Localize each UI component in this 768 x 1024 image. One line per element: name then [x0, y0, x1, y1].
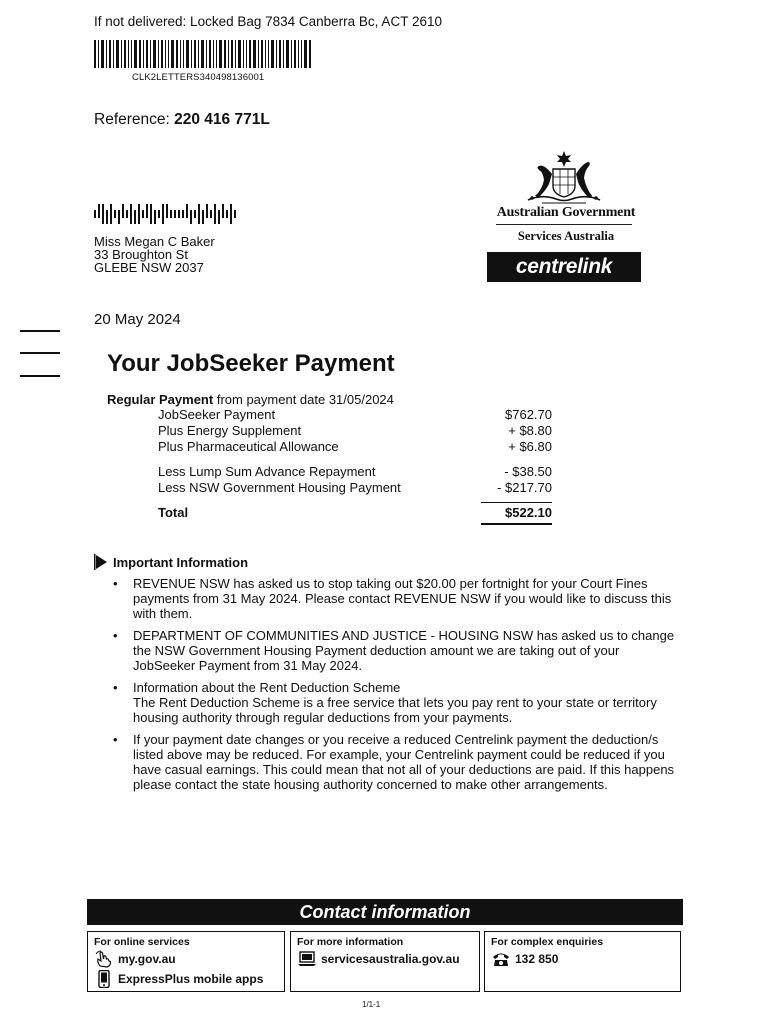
rent-scheme-detail: The Rent Deduction Scheme is a free service that lets you pay rent to your state or territory housing authority through regular deductions from your payments.	[133, 695, 657, 725]
page-number: 1/1-1	[362, 1000, 381, 1009]
logo-divider	[496, 224, 632, 225]
recipient-name: Miss Megan C Baker	[94, 234, 215, 249]
list-item: • If your payment date changes or you receive a reduced Centrelink payment the deduction/s listed above may be reduced. For example, your Centrelink payment could be reduced if you have casual earnings. This could mean that not all of your deductions are paid. If this happens please contact the state housing authority concerned to make other arrangements.	[113, 732, 675, 792]
fold-mark	[20, 375, 60, 377]
important-info-heading	[94, 554, 248, 570]
payment-row-amount: + $8.80	[508, 423, 552, 438]
laptop-icon	[297, 950, 317, 968]
payment-row	[158, 407, 552, 422]
contact-more-site[interactable]: servicesaustralia.gov.au	[321, 952, 460, 966]
telephone-icon	[491, 950, 511, 968]
recipient-suburb: GLEBE NSW 2037	[94, 260, 204, 275]
recipient-street: 33 Broughton St	[94, 247, 188, 262]
letter-title: Your JobSeeker Payment	[107, 350, 395, 377]
contact-online-site[interactable]: my.gov.au	[118, 952, 176, 966]
recipient-address	[94, 235, 215, 274]
fold-mark	[20, 352, 60, 354]
reference	[94, 111, 270, 129]
bullet-text: REVENUE NSW has asked us to stop taking out $20.00 per fortnight for your Court Fines payments from 31 May 2024. Please contact REVENUE NSW if you would like to discuss this with them.	[133, 576, 672, 621]
barcode-code: CLK2LETTERS340498136001	[132, 72, 265, 83]
reference-number: 220 416 771L	[174, 111, 270, 128]
total-amount: $522.10	[505, 505, 552, 520]
total-label: Total	[158, 505, 189, 520]
deduction-row-label: Less NSW Government Housing Payment	[158, 480, 401, 495]
deduction-row-amount: - $217.70	[497, 480, 552, 495]
important-info-list	[113, 576, 678, 799]
deduction-row-label: Less Lump Sum Advance Repayment	[158, 464, 376, 479]
contact-phone-line	[491, 950, 674, 968]
arrow-right-icon	[94, 554, 108, 570]
contact-complex-title: For complex enquiries	[491, 936, 604, 948]
mail-barcode	[94, 40, 312, 68]
payment-row-amount: + $6.80	[508, 439, 552, 454]
contact-heading: Contact information	[87, 899, 683, 925]
contact-apps-line	[94, 970, 278, 988]
total-rule	[481, 502, 552, 503]
list-item: • DEPARTMENT OF COMMUNITIES AND JUSTICE - HOUSING NSW has asked us to change the NSW Government Housing Payment deduction amount we are taking out of your JobSeeker Payment from 31 May 2024.	[113, 628, 675, 673]
contact-online-title: For online services	[94, 936, 190, 948]
payment-row-label: Plus Energy Supplement	[158, 423, 302, 438]
deduction-row	[158, 464, 552, 479]
payment-row-label: Plus Pharmaceutical Allowance	[158, 439, 339, 454]
list-item: • Information about the Rent Deduction Scheme The Rent Deduction Scheme is a free service that lets you pay rent to your state or territory housing authority through regular deductions from your payments.	[113, 680, 657, 725]
government-name: Australian Government	[496, 205, 636, 220]
agency-name: Services Australia	[517, 229, 615, 243]
reference-label: Reference:	[94, 111, 170, 128]
total-double-rule	[481, 523, 552, 525]
payment-row-label: JobSeeker Payment	[158, 407, 276, 422]
contact-complex-box	[484, 931, 681, 992]
list-item: • REVENUE NSW has asked us to stop taking out $20.00 per fortnight for your Court Fines payments from 31 May 2024. Please contact REVENUE NSW if you would like to discuss this with them.	[113, 576, 672, 621]
deduction-row	[158, 480, 552, 495]
postal-barcode	[94, 204, 239, 224]
payment-row-amount: $762.70	[505, 407, 552, 422]
mobile-phone-icon	[94, 970, 114, 988]
payment-row	[158, 439, 552, 454]
regular-payment-line	[107, 392, 394, 407]
contact-more-site-line	[297, 950, 473, 968]
coat-of-arms-icon	[522, 150, 606, 208]
return-address: If not delivered: Locked Bag 7834 Canberra Bc, ACT 2610	[94, 14, 442, 29]
contact-phone[interactable]: 132 850	[515, 952, 559, 966]
bullet-text: If your payment date changes or you receive a reduced Centrelink payment the deduction/s listed above may be reduced. For example, your Centrelink payment could be reduced if you have casual earnings. This could mean that not all of your deductions are paid. If this happens please contact the state housing authority concerned to make other arrangements.	[133, 732, 675, 792]
fold-mark	[20, 330, 60, 332]
contact-more-title: For more information	[297, 936, 404, 948]
bullet-text: DEPARTMENT OF COMMUNITIES AND JUSTICE - HOUSING NSW has asked us to change the NSW Government Housing Payment deduction amount we are taking out of your JobSeeker Payment from 31 May 2024.	[133, 628, 675, 673]
letter-date: 20 May 2024	[94, 311, 181, 328]
regular-payment-label: Regular Payment	[107, 392, 214, 407]
contact-more-box	[290, 931, 480, 992]
contact-online-site-line	[94, 950, 278, 968]
contact-apps[interactable]: ExpressPlus mobile apps	[118, 972, 264, 986]
bullet-text: Information about the Rent Deduction Scheme	[133, 680, 401, 695]
deduction-row-amount: - $38.50	[504, 464, 552, 479]
important-info-label: Important Information	[113, 554, 249, 570]
regular-payment-date: from payment date 31/05/2024	[216, 392, 394, 407]
contact-online-box	[87, 931, 285, 992]
payment-row	[158, 423, 552, 438]
total-row	[158, 505, 552, 520]
touch-hand-icon	[94, 950, 114, 968]
centrelink-logo: centrelink	[487, 252, 641, 282]
